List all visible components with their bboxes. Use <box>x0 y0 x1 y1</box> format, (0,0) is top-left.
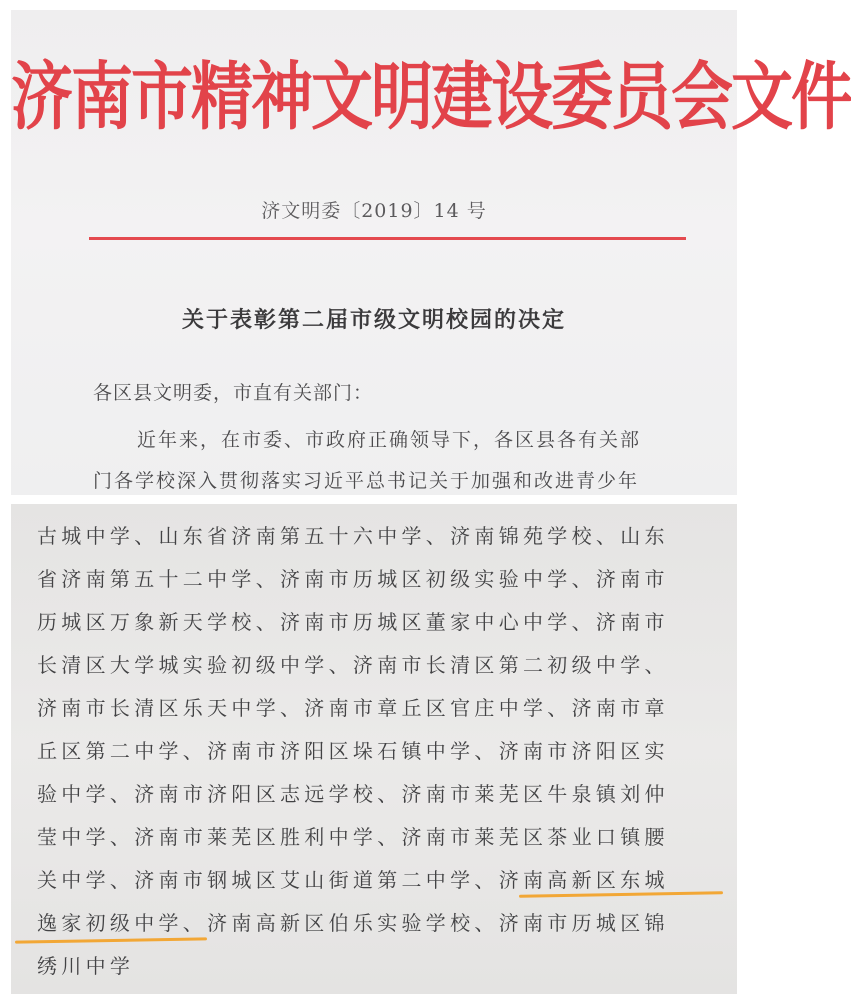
list-line: 逸家初级中学、济南高新区伯乐实验学校、济南市历城区锦 <box>37 911 669 935</box>
list-line: 省济南第五十二中学、济南市历城区初级实验中学、济南市 <box>37 567 669 591</box>
document-title: 关于表彰第二届市级文明校园的决定 <box>181 307 566 333</box>
list-line: 关中学、济南市钢城区艾山街道第二中学、济南高新区东城 <box>37 868 669 892</box>
body-line: 近年来，在市委、市政府正确领导下，各区县各有关部 <box>137 429 642 451</box>
document-list-photo <box>11 504 737 994</box>
list-line: 济南市长清区乐天中学、济南市章丘区官庄中学、济南市章 <box>37 696 669 720</box>
list-line: 验中学、济南市济阳区志远学校、济南市莱芜区牛泉镇刘仲 <box>37 782 669 806</box>
list-line: 绣川中学 <box>37 954 135 978</box>
list-line: 历城区万象新天学校、济南市历城区董家中心中学、济南市 <box>37 610 669 634</box>
list-line: 古城中学、山东省济南第五十六中学、济南锦苑学校、山东 <box>37 524 669 548</box>
document-number: 济文明委〔2019〕14 号 <box>261 200 487 222</box>
document-header: 济南市精神文明建设委员会文件 <box>11 53 851 140</box>
document-top-photo <box>11 10 851 495</box>
red-divider-rule <box>89 237 686 240</box>
list-line: 莹中学、济南市莱芜区胜利中学、济南市莱芜区茶业口镇腰 <box>37 825 669 849</box>
list-line: 丘区第二中学、济南市济阳区垛石镇中学、济南市济阳区实 <box>37 739 669 763</box>
salutation: 各区县文明委，市直有关部门： <box>93 382 374 404</box>
list-line: 长清区大学城实验初级中学、济南市长清区第二初级中学、 <box>37 653 669 677</box>
body-line: 门各学校深入贯彻落实习近平总书记关于加强和改进青少年 <box>93 470 640 492</box>
